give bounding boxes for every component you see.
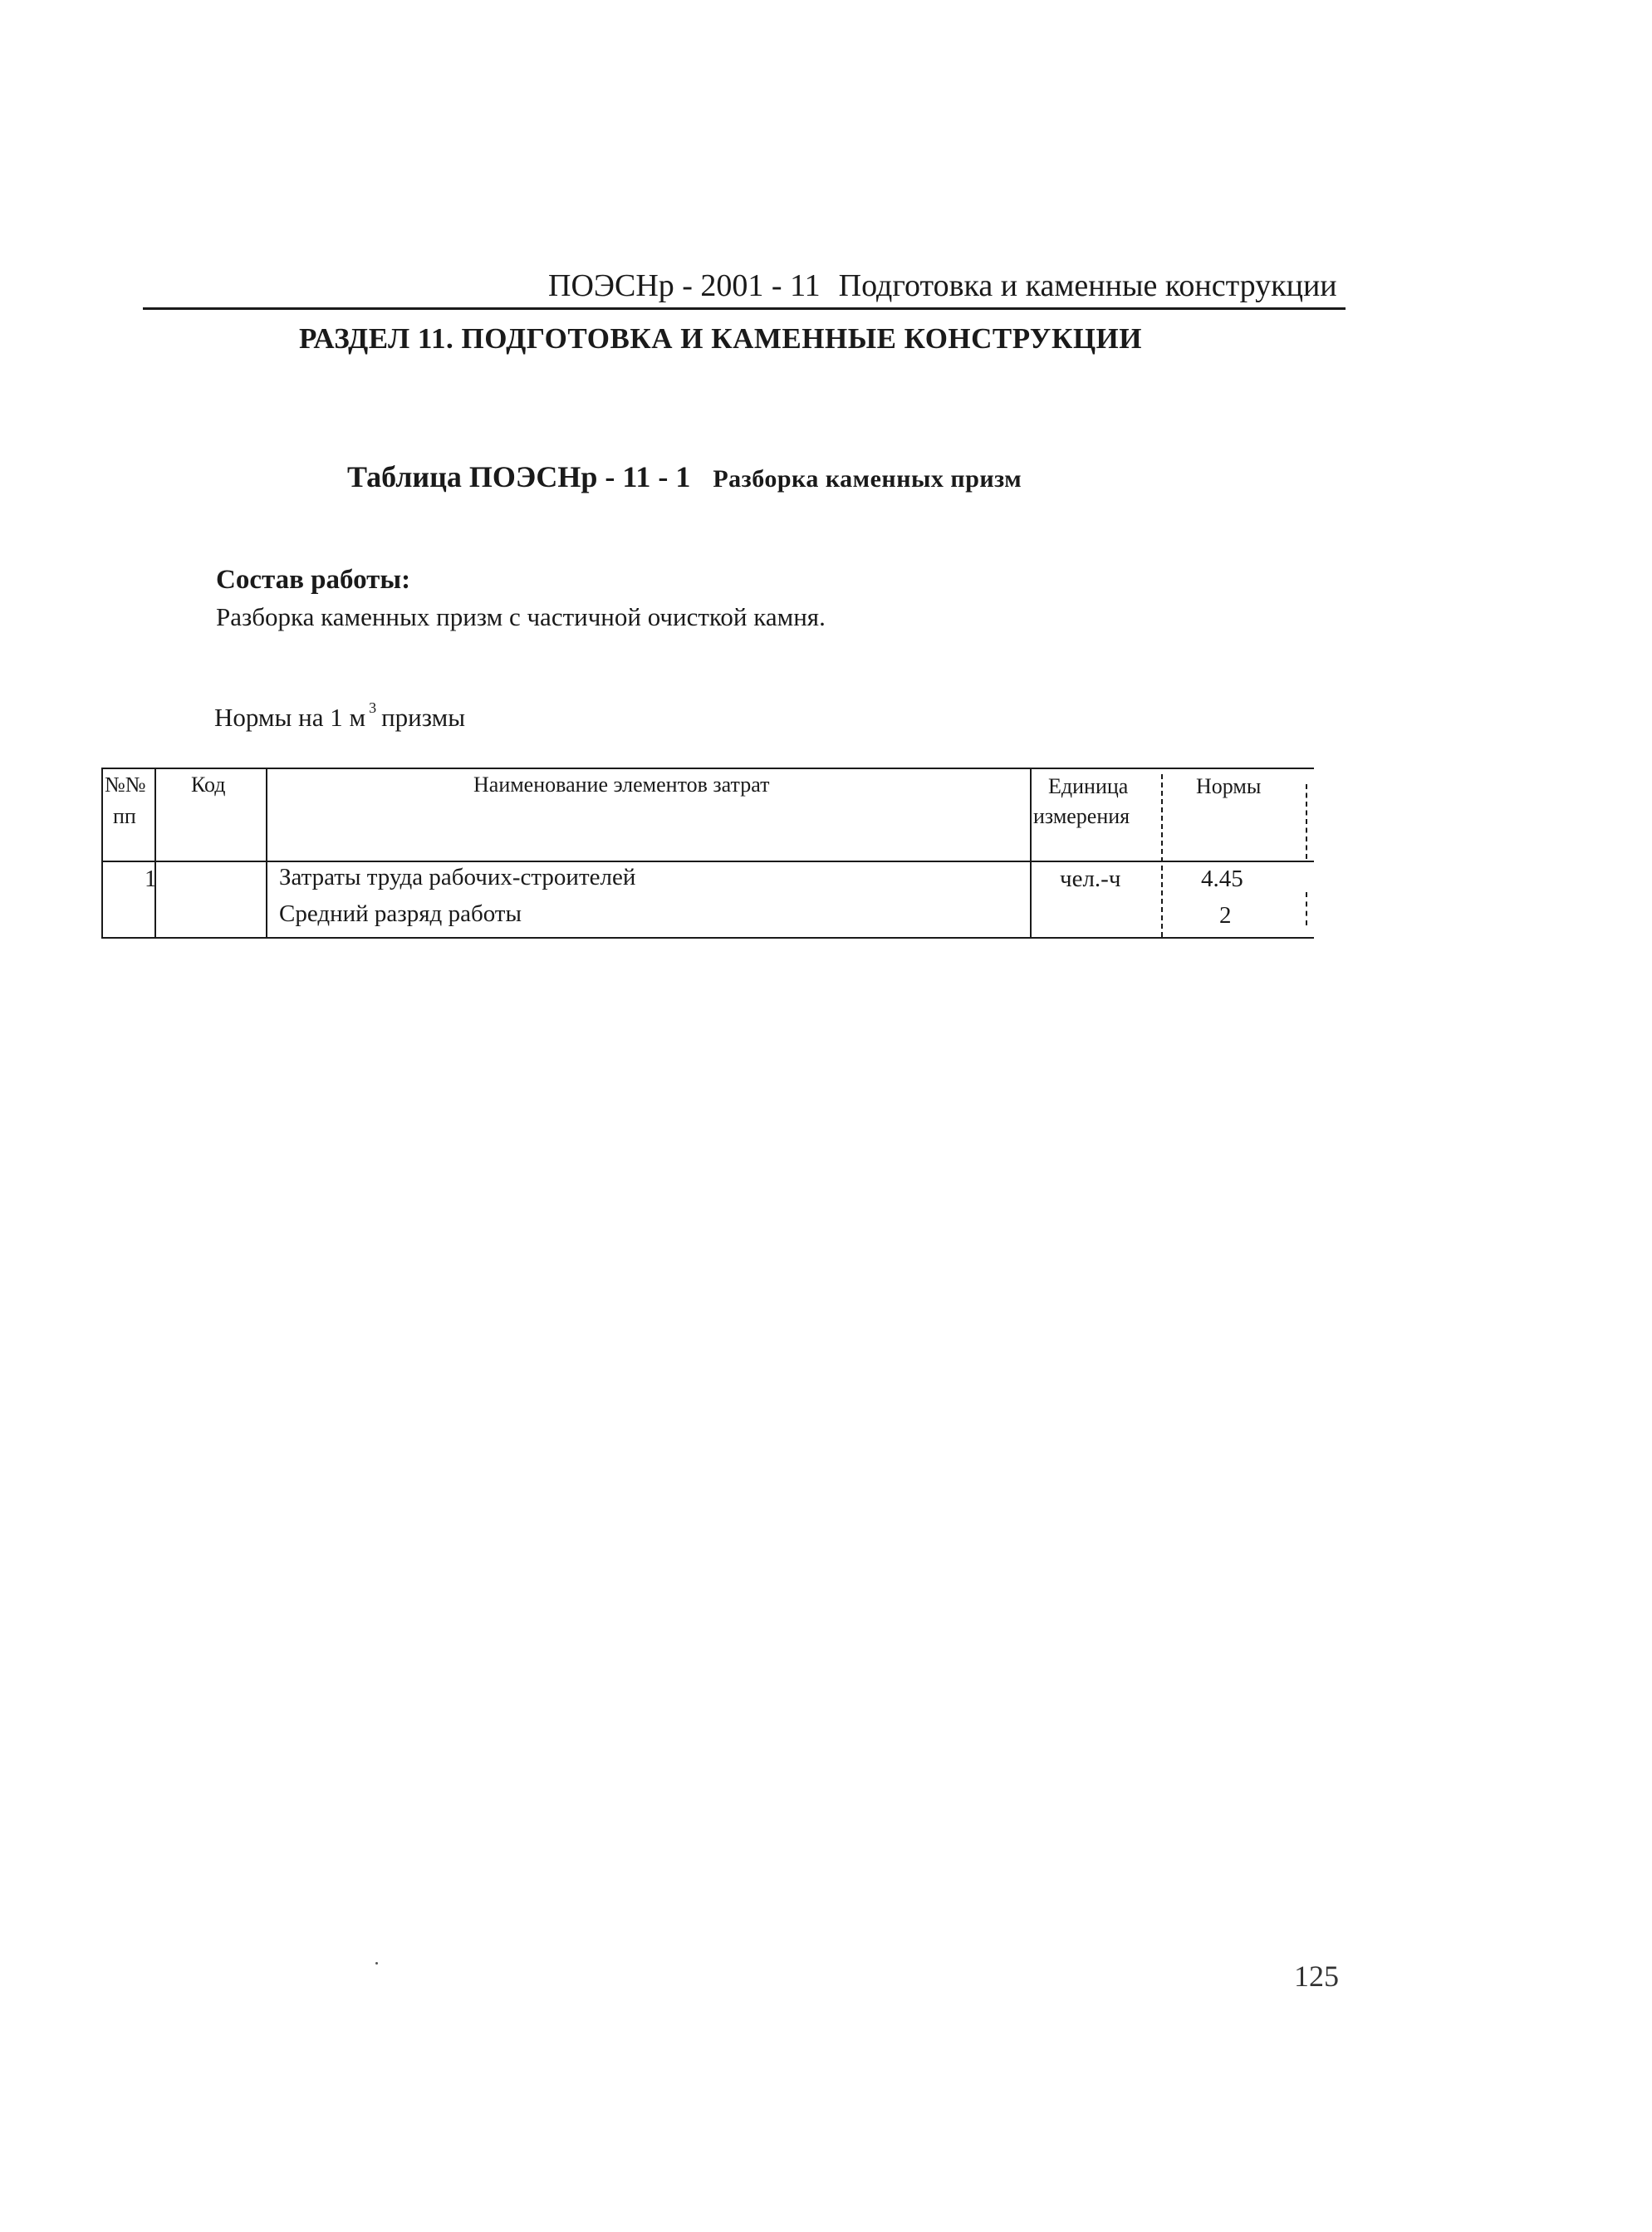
col-divider-unit [1161,774,1163,937]
norms-note-after: призмы [381,703,466,732]
section-title: РАЗДЕЛ 11. ПОДГОТОВКА И КАМЕННЫЕ КОНСТРУКЦИИ [299,322,1143,355]
row-num: 1 [145,866,157,892]
running-head-code: ПОЭСНр - 2001 - 11 [548,268,821,303]
col-divider-name [1030,768,1032,939]
header-unit-line2: измерения [1033,804,1130,828]
col-divider-code [266,768,267,939]
row-name-line1: Затраты труда рабочих-строителей [279,864,636,890]
table-right-border-lower [1306,892,1307,925]
running-head [548,267,1337,304]
table-bottom-rule [101,937,1314,939]
table-header-rule [101,861,1314,862]
table-right-border-upper [1306,784,1307,859]
row-value-line1: 4.45 [1201,866,1243,892]
table-caption-name: Разборка каменных призм [713,465,1022,493]
work-composition-text: Разборка каменных призм с частичной очисткой камня. [216,602,826,631]
header-name: Наименование элементов затрат [473,773,770,797]
header-num-line2: пп [113,804,136,828]
row-value-line2: 2 [1219,902,1232,929]
table-caption [347,459,1022,494]
row-name-line2: Средний разряд работы [279,900,522,927]
row-unit: чел.-ч [1060,866,1121,892]
norms-note-before: Нормы на 1 м [214,703,366,732]
running-head-title: Подготовка и каменные конструкции [838,268,1337,303]
header-rule [143,307,1346,310]
norms-table [101,768,1314,940]
table-left-border [101,768,103,939]
page-number: 125 [1294,1960,1339,1993]
header-unit-line1: Единица [1048,774,1129,798]
col-divider-num [154,768,156,939]
scan-speck [375,1962,378,1965]
header-code: Код [191,773,226,797]
norms-note [214,699,465,733]
header-num-line1: №№ [105,773,146,797]
header-norms: Нормы [1196,774,1262,798]
table-top-rule [101,768,1314,769]
norms-note-superscript: 3 [369,699,377,716]
work-composition-heading: Состав работы: [216,565,411,595]
table-caption-label: Таблица ПОЭСНр - 11 - 1 [347,460,691,493]
